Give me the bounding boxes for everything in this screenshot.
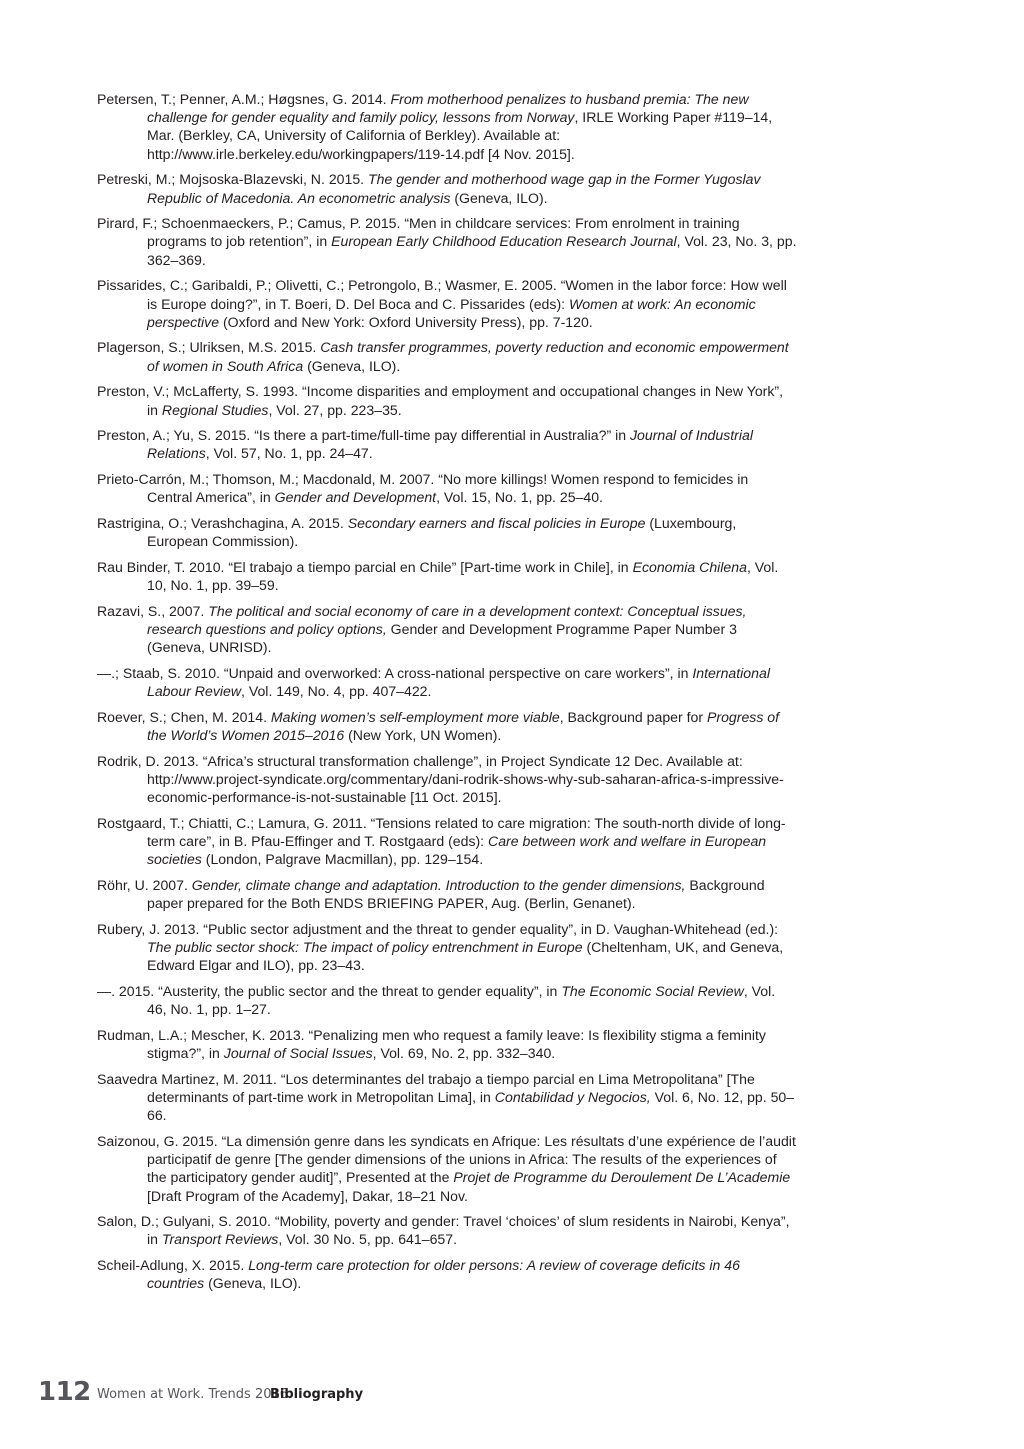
reference-title: The public sector shock: The impact of policy entrenchment in Europe xyxy=(147,939,583,956)
reference-title: Secondary earners and fiscal policies in Europe xyxy=(347,515,646,532)
reference-text: (New York, UN Women). xyxy=(344,727,502,744)
reference-title: Care between work and welfare in European societies xyxy=(147,833,767,868)
reference-text: Razavi, S., 2007. xyxy=(97,602,209,619)
reference-entry xyxy=(97,1212,797,1248)
reference-text: , Vol. 23, No. 3, pp. 362–369. xyxy=(147,233,797,268)
reference-text: Salon, D.; Gulyani, S. 2010. “Mobility, poverty and gender: Travel ‘choices’ of slum residents in Nairobi, Kenya”, in xyxy=(97,1213,790,1248)
reference-text: , Background paper for xyxy=(559,708,707,725)
reference-entry xyxy=(97,876,797,912)
reference-title: Women at work: An economic perspective xyxy=(147,295,756,330)
reference-text: Pirard, F.; Schoenmaeckers, P.; Camus, P. 2015. “Men in childcare services: From enrolment in training programs to job retention”, in xyxy=(97,215,740,250)
reference-entry xyxy=(97,90,797,163)
reference-text: (London, Palgrave Macmillan), pp. 129–154. xyxy=(201,851,484,868)
reference-entry xyxy=(97,276,797,331)
reference-text: Rudman, L.A.; Mescher, K. 2013. “Penalizing men who request a family leave: Is flexibility stigma a feminity stigma?”, in xyxy=(97,1026,766,1062)
reference-text: , Vol. 30 No. 5, pp. 641–657. xyxy=(278,1231,457,1248)
reference-entry xyxy=(97,514,797,550)
reference-entry xyxy=(97,664,797,700)
reference-text: (Geneva, ILO). xyxy=(204,1275,302,1292)
reference-text: , Vol. 15, No. 1, pp. 25–40. xyxy=(436,489,603,506)
reference-entry xyxy=(97,558,797,594)
reference-entry xyxy=(97,338,797,374)
reference-entry xyxy=(97,1070,797,1125)
reference-text: Rostgaard, T.; Chiatti, C.; Lamura, G. 2011. “Tensions related to care migration: The south-north divide of long-term care”, in B. Pfau-Effinger and T. Rostgaard (eds): xyxy=(97,814,786,850)
reference-text: Preston, A.; Yu, S. 2015. “Is there a part-time/full-time pay differential in Australia?” in xyxy=(97,427,630,444)
reference-entry xyxy=(97,1256,797,1292)
section-name: Bibliography xyxy=(270,1387,364,1402)
reference-text: Rubery, J. 2013. “Public sector adjustment and the threat to gender equality”, in D. Vaughan-Whitehead (ed.): xyxy=(97,920,779,937)
reference-text: Roever, S.; Chen, M. 2014. xyxy=(97,708,271,725)
reference-text: , Vol. 149, No. 4, pp. 407–422. xyxy=(241,683,432,700)
reference-title: Transport Reviews xyxy=(161,1231,279,1248)
reference-text: (Geneva, ILO). xyxy=(450,189,548,206)
reference-title: International Labour Review xyxy=(147,664,770,700)
reference-text: (Geneva, ILO). xyxy=(303,357,401,374)
reference-text: Petreski, M.; Mojsoska-Blazevski, N. 2015. xyxy=(97,171,369,188)
reference-text: Petersen, T.; Penner, A.M.; Høgsnes, G. 2014. xyxy=(97,91,391,107)
reference-text: Scheil-Adlung, X. 2015. xyxy=(97,1257,249,1274)
reference-title: The gender and motherhood wage gap in the Former Yugoslav Republic of Macedonia. An econometric analysis xyxy=(147,171,761,206)
publication-title: Women at Work. Trends 2016 xyxy=(97,1387,289,1402)
reference-title: Economia Chilena xyxy=(632,558,747,575)
reference-title: From motherhood penalizes to husband premia: The new challenge for gender equality and family policy, lessons from Norway xyxy=(147,91,749,126)
reference-text: Prieto-Carrón, M.; Thomson, M.; Macdonald, M. 2007. “No more killings! Women respond to femicides in Central America”, in xyxy=(97,471,749,506)
reference-text: , Vol. 57, No. 1, pp. 24–47. xyxy=(205,445,373,462)
reference-text: (Cheltenham, UK, and Geneva, Edward Elgar and ILO), pp. 23–43. xyxy=(147,939,784,974)
reference-title: The Economic Social Review xyxy=(561,983,744,1000)
reference-text: Gender and Development Programme Paper Number 3 (Geneva, UNRISD). xyxy=(147,621,737,656)
reference-title: Regional Studies xyxy=(161,401,269,418)
page-number: 112 xyxy=(38,1377,91,1407)
reference-entry xyxy=(97,982,797,1018)
reference-entry xyxy=(97,1026,797,1062)
reference-text: Saizonou, G. 2015. “La dimensión genre dans les syndicats en Afrique: Les résultats d’une expérience de l’audit participatif de genre [The gender dimensions of the unions in Africa: The results of the experiences of the participatory gender audit]”, Presented at the xyxy=(97,1132,796,1186)
reference-title: Progress of the World’s Women 2015–2016 xyxy=(147,708,780,744)
reference-entry xyxy=(97,214,797,269)
reference-text: (Oxford and New York: Oxford University Press), pp. 7-120. xyxy=(219,313,593,330)
reference-text: , Vol. 10, No. 1, pp. 39–59. xyxy=(147,558,779,594)
reference-title: Journal of Social Issues xyxy=(223,1045,373,1062)
reference-title: European Early Childhood Education Research Journal xyxy=(331,233,677,250)
bibliography-list xyxy=(97,90,797,1300)
reference-text: Background paper prepared for the Both ENDS BRIEFING PAPER, Aug. (Berlin, Genanet). xyxy=(147,877,765,912)
reference-text: Plagerson, S.; Ulriksen, M.S. 2015. xyxy=(97,339,321,356)
reference-text: Rastrigina, O.; Verashchagina, A. 2015. xyxy=(97,515,348,532)
reference-title: The political and social economy of care in a development context: Conceptual issues, research questions and policy options, xyxy=(147,602,747,638)
reference-entry xyxy=(97,814,797,869)
reference-entry xyxy=(97,708,797,744)
reference-entry xyxy=(97,602,797,657)
reference-entry xyxy=(97,426,797,462)
reference-text: Rodrik, D. 2013. “Africa’s structural transformation challenge”, in Project Syndicate 12 Dec. Available at: http://www.project-syndicate.org/commentary/dani-rodrik-shows-why-sub-saharan-africa-s-impressive-economic-performance-is-not-sustainable [11 Oct. 2015]. xyxy=(97,752,784,806)
reference-title: Making women’s self-employment more viable xyxy=(270,708,560,725)
page-footer xyxy=(38,1377,638,1417)
reference-entry xyxy=(97,1132,797,1205)
reference-text: —.; Staab, S. 2010. “Unpaid and overworked: A cross-national perspective on care workers”, in xyxy=(97,664,693,681)
reference-text: , IRLE Working Paper #119–14, Mar. (Berkley, CA, University of California of Berkley). Available at: http://www.irle.berkeley.edu/workingpapers/119-14.pdf [4 Nov. 2015]. xyxy=(147,109,773,162)
reference-text: Pissarides, C.; Garibaldi, P.; Olivetti, C.; Petrongolo, B.; Wasmer, E. 2005. “Women in the labor force: How well is Europe doing?”, in T. Boeri, D. Del Boca and C. Pissarides (eds): xyxy=(97,277,787,312)
reference-title: Journal of Industrial Relations xyxy=(147,427,753,462)
reference-title: Long-term care protection for older persons: A review of coverage deficits in 46 countries xyxy=(147,1257,740,1292)
reference-text: , Vol. 46, No. 1, pp. 1–27. xyxy=(147,983,776,1018)
reference-text: Rau Binder, T. 2010. “El trabajo a tiempo parcial en Chile” [Part-time work in Chile], in xyxy=(97,558,633,575)
reference-entry xyxy=(97,470,797,506)
reference-title: Cash transfer programmes, poverty reduction and economic empowerment of women in South Africa xyxy=(147,339,789,374)
reference-text: (Luxembourg, European Commission). xyxy=(147,515,737,550)
reference-title: Contabilidad y Negocios, xyxy=(494,1089,651,1106)
reference-title: Gender and Development xyxy=(274,489,437,506)
reference-text: —. 2015. “Austerity, the public sector and the threat to gender equality”, in xyxy=(97,983,562,1000)
reference-text: , Vol. 69, No. 2, pp. 332–340. xyxy=(372,1045,556,1062)
reference-text: Saavedra Martinez, M. 2011. “Los determinantes del trabajo a tiempo parcial en Lima Metropolitana” [The determinants of part-time work in Metropolitan Lima], in xyxy=(97,1070,755,1106)
reference-entry xyxy=(97,752,797,807)
reference-entry xyxy=(97,920,797,975)
reference-text: Vol. 6, No. 12, pp. 50–66. xyxy=(147,1089,795,1124)
reference-title: Projet de Programme du Deroulement De L’Academie xyxy=(453,1169,791,1186)
reference-text: Preston, V.; McLafferty, S. 1993. “Income disparities and employment and occupational changes in New York”, in xyxy=(97,383,784,418)
reference-title: Gender, climate change and adaptation. Introduction to the gender dimensions, xyxy=(191,877,686,894)
reference-text: Röhr, U. 2007. xyxy=(97,877,192,894)
reference-text: [Draft Program of the Academy], Dakar, 18–21 Nov. xyxy=(147,1187,468,1204)
reference-entry xyxy=(97,170,797,206)
reference-text: , Vol. 27, pp. 223–35. xyxy=(268,401,402,418)
reference-entry xyxy=(97,382,797,418)
